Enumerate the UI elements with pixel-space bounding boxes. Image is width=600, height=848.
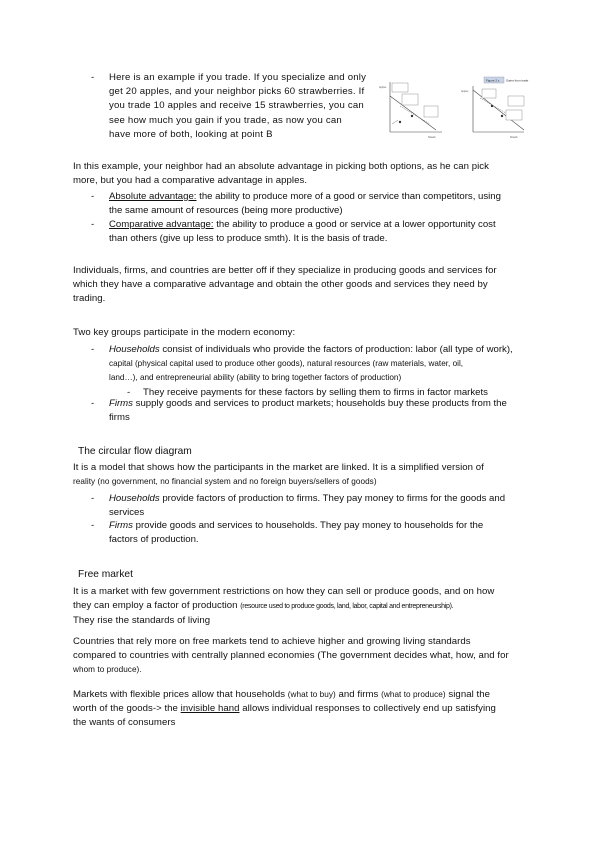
text-line-small: (what to produce) bbox=[381, 690, 446, 699]
circular-firms-bullet bbox=[91, 519, 531, 547]
comparative-advantage-term: Comparative advantage: bbox=[109, 219, 214, 230]
svg-text:Apples: Apples bbox=[461, 90, 469, 93]
figure-caption-title: Gains from trade bbox=[506, 78, 529, 83]
absolute-advantage-bullet bbox=[91, 190, 531, 218]
text-line: capital (physical capital used to produce other goods), natural resources (raw materials, water, oil, bbox=[109, 359, 464, 369]
living-standards-paragraph bbox=[73, 635, 523, 678]
text-line: trading. bbox=[73, 293, 106, 305]
text-line: worth of the goods-> the bbox=[73, 703, 181, 715]
text-line: the ability to produce more of a good or service than competitors, using bbox=[196, 191, 501, 202]
text-line: you trade 10 apples and receive 15 strawberries, you can bbox=[109, 100, 364, 112]
groups-intro: Two key groups participate in the modern economy: bbox=[73, 327, 296, 338]
text-line: allows individual responses to collectively end up satisfying bbox=[239, 703, 496, 715]
text-line: have more of both, looking at point B bbox=[109, 128, 273, 140]
text-line: compared to countries with centrally planned economies (The government decides what, how, and for bbox=[73, 650, 509, 662]
text-line: Here is an example if you trade. If you specialize and only bbox=[109, 72, 367, 83]
text-line: services bbox=[109, 507, 145, 519]
text-line: get 20 apples, and your neighbor picks 60 strawberries. If bbox=[109, 86, 365, 98]
free-market-paragraph bbox=[73, 585, 523, 629]
text-line: provide goods and services to households. They pay money to households for the bbox=[132, 520, 484, 531]
text-line-small: (resource used to produce goods, land, labor, capital and entrepreneurship). bbox=[240, 603, 454, 611]
text-line: than others (give up less to produce smth). It is the basis of trade. bbox=[109, 233, 388, 245]
text-line: the wants of consumers bbox=[73, 717, 176, 729]
right-panel bbox=[461, 77, 529, 139]
text-line: signal the bbox=[445, 689, 490, 700]
text-line: They receive payments for these factors by selling them to firms in factor markets bbox=[143, 386, 488, 398]
text-line: land…), and entrepreneurial ability (ability to bring together factors of production) bbox=[109, 373, 402, 383]
text-line: the same amount of resources (being more productive) bbox=[109, 205, 343, 217]
firms-bullet bbox=[91, 397, 531, 425]
bullet-dash: - bbox=[91, 219, 95, 230]
gains-from-trade-figure bbox=[378, 76, 529, 140]
text-line: Countries that rely more on free markets tend to achieve higher and growing living standards bbox=[73, 636, 471, 647]
circular-flow-paragraph bbox=[73, 461, 523, 489]
households-term: Households bbox=[109, 493, 160, 504]
comparative-example-paragraph bbox=[73, 160, 523, 188]
svg-text:Apples: Apples bbox=[379, 86, 387, 89]
firms-term: Firms bbox=[109, 398, 133, 409]
intro-bullet bbox=[91, 71, 373, 142]
figure-caption-box: Figure 2.x bbox=[486, 78, 500, 83]
text-line: reality (no government, no financial system and no foreign buyers/sellers of goods) bbox=[73, 477, 377, 487]
left-panel bbox=[379, 82, 442, 139]
firms-term: Firms bbox=[109, 520, 133, 531]
svg-text:Strawb.: Strawb. bbox=[428, 136, 437, 139]
text-line: They rise the standards of living bbox=[73, 615, 211, 627]
text-line: It is a model that shows how the participants in the market are linked. It is a simplified version of bbox=[73, 462, 484, 473]
text-line: consist of individuals who provide the factors of production: labor (all type of work), bbox=[159, 344, 513, 355]
text-line: more, but you had a comparative advantage in apples. bbox=[73, 175, 308, 187]
households-term: Households bbox=[109, 344, 160, 355]
text-line: Individuals, firms, and countries are better off if they specialize in producing goods and services for bbox=[73, 265, 497, 276]
free-market-heading: Free market bbox=[78, 569, 133, 580]
svg-text:Strawb.: Strawb. bbox=[510, 136, 519, 139]
absolute-advantage-term: Absolute advantage: bbox=[109, 191, 197, 202]
text-line: whom to produce). bbox=[73, 665, 142, 675]
bullet-dash: - bbox=[91, 72, 95, 83]
invisible-hand-paragraph bbox=[73, 688, 523, 731]
bullet-dash: - bbox=[91, 344, 95, 355]
text-line: factors of production. bbox=[109, 534, 199, 546]
comparative-advantage-bullet bbox=[91, 218, 531, 246]
text-line-small: (what to buy) bbox=[287, 690, 336, 699]
text-line: firms bbox=[109, 412, 130, 424]
circular-households-bullet bbox=[91, 492, 531, 520]
figure-graphics bbox=[378, 76, 529, 140]
text-line: see how much you gain if you trade, as now you can bbox=[109, 114, 342, 126]
bullet-dash: - bbox=[91, 398, 95, 409]
bullet-dash: - bbox=[91, 520, 95, 531]
text-line: In this example, your neighbor had an absolute advantage in picking both options, as he can pick bbox=[73, 161, 490, 172]
text-line: Markets with flexible prices allow that households bbox=[73, 689, 288, 700]
bullet-dash: - bbox=[91, 191, 95, 202]
specialization-paragraph bbox=[73, 264, 523, 307]
circular-flow-heading: The circular flow diagram bbox=[78, 446, 192, 457]
text-line: the ability to produce a good or service at a lower opportunity cost bbox=[213, 219, 496, 230]
bullet-dash: - bbox=[127, 386, 131, 398]
text-line: they can employ a factor of production bbox=[73, 600, 241, 612]
text-line: and firms bbox=[335, 689, 382, 700]
text-line: supply goods and services to product markets; households buy these products from the bbox=[132, 398, 507, 409]
invisible-hand-term: invisible hand bbox=[180, 703, 240, 715]
text-line: which they have a comparative advantage and obtain the other goods and services they need by bbox=[73, 279, 488, 291]
text-line: provide factors of production to firms. They pay money to firms for the goods and bbox=[159, 493, 506, 504]
households-bullet bbox=[91, 343, 541, 400]
bullet-dash: - bbox=[91, 493, 95, 504]
text-line: It is a market with few government restrictions on how they can sell or produce goods, and on how bbox=[73, 586, 495, 597]
